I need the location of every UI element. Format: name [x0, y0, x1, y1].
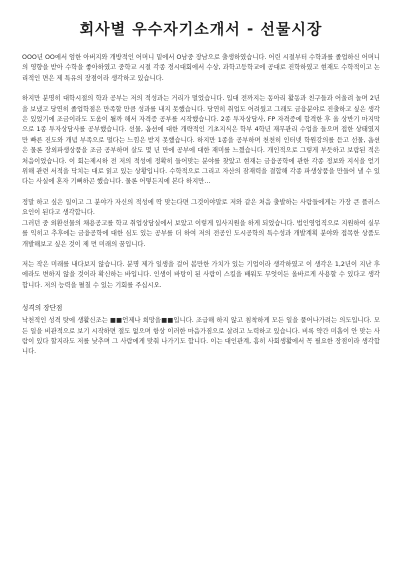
- paragraph-personality: 낙천적인 성격 탓에 생활신조는 ■■언제나 희망을■■입니다. 조급해 하지 않고 침착하게 모든 일을 풀어나가려는 의도입니다. 모든 일을 비관적으로 보기 시작하면 절도 없으며 항상 이러한 마음가짐으로 살려고 노력하고 있습니다. 비록 약간 미흡이 안 맞는 사람이 있다 할지라도 저를 낮추며 그 사람에게 맞춰 나가기도 합니다. 이는 대인관계, 흠히 사회생활에서 꼭 필요한 장점이라 생각합니다.: [22, 317, 380, 356]
- document-title: 회사별 우수자기소개서 - 선물시장: [79, 20, 323, 38]
- paragraph-application-motivation: 정말 하고 싶은 일이고 그 분야가 자신의 적성에 딱 맞는다면 그것이야말로 저와 같은 처음 출발하는 사람들에게는 가장 큰 플러스 요인이 된다고 생각합니다. 그러던 중 외환선물의 채용공고를 학교 취업상담실에서 보았고 이렇게 입사지원을 하게 되었습니다. 법인영업직으로 지원하여 실무를 익히고 추후에는 금융공학에 대한 심도 있는 공부를 더 하여 저의 전공인 도시공학의 특수성과 개발계획 분야와 접목한 상품도 개발해보고 싶은 것이 제 먼 미래의 꿈입니다.: [22, 198, 380, 248]
- paragraph-upbringing: OOO년 OO에서 엄한 아버지와 개방적인 어머니 밑에서 O남중 장남으로 출생하였습니다. 어린 시절부터 수학과를 졸업하신 어머니의 영향을 받아 수학을 좋아하였고 중학교 시절 각종 경시대회에서 수상, 과학고등학교에 공대로 진학하였고 현재도 수학적이고 논리적인 면은 제 특유의 장점이라 생각하고 있습니다.: [22, 54, 380, 82]
- paragraph-aspiration: 저는 작은 미래를 내다보지 않습니다. 분명 제가 일생을 걸어 봄만한 가치가 있는 기업이라 생각하였고 이 생각은 1,2년이 지난 후에라도 변하지 않을 것이라 확신하는 바입니다. 인생이 바탕이 된 사람이 스킬을 배워도 무엇이든 올바르게 사용할 수 있다고 생각합니다. 저의 능력을 펼칠 수 있는 기회를 주십시오.: [22, 260, 380, 289]
- paragraph-study-and-certification: 하지만 분명히 대학시절의 학과 공부는 저의 적성과는 거리가 멀었습니다. 입대 전까지는 동아리 활동과 친구들과 어울려 놀며 2년을 보냈고 당연히 졸업학점은 만족할 만큼 성과를 내지 못했습니다. 당연히 취업도 어려웠고 그래도 금융분야로 진출하고 싶은 생각은 있었기에 조금이라도 도움이 될까 해서 자격증 공부를 시작했습니다. 2종 투자상담사, FP 자격증에 합격한 후 올 상반기 마지막으로 1종 투자상담사를 공부했습니다. 선물, 옵션에 대한 개략적인 기초지식은 학부 4학년 재무관리 수업을 들으며 접한 상태였지만 빠른 진도와 개념 부족으로 멀다는 느낌은 받지 못했습니다. 하지만 1종을 공부하며 천천히 인터넷 학원강의를 듣고 선물, 옵션은 물론 장외파생상품을 조금 공부하며 살도 몇 년 만에 공부에 대한 재미를 느꼈습니다. 개인적으로 그렇게 부듯하고 보람된 적은 처음이었습니다. 이 회는제시하 전 저의 적성에 정확히 들어맞는 분야를 찾았고 현재는 금융공학에 관한 각종 정보와 지식을 얻기 위해 관련 서적을 닥치는 대로 읽고 있는 상황입니다. 수학적으로 그리고 자산의 잠재력을 결합해 각종 파생상품을 만들어 낼 수 있다는 사실에 혼자 기뻐하곤 했습니다. 물론 어떻든지에 본다 하지만…: [22, 95, 383, 186]
- section-title-personality: 성격의 장단점: [22, 304, 63, 313]
